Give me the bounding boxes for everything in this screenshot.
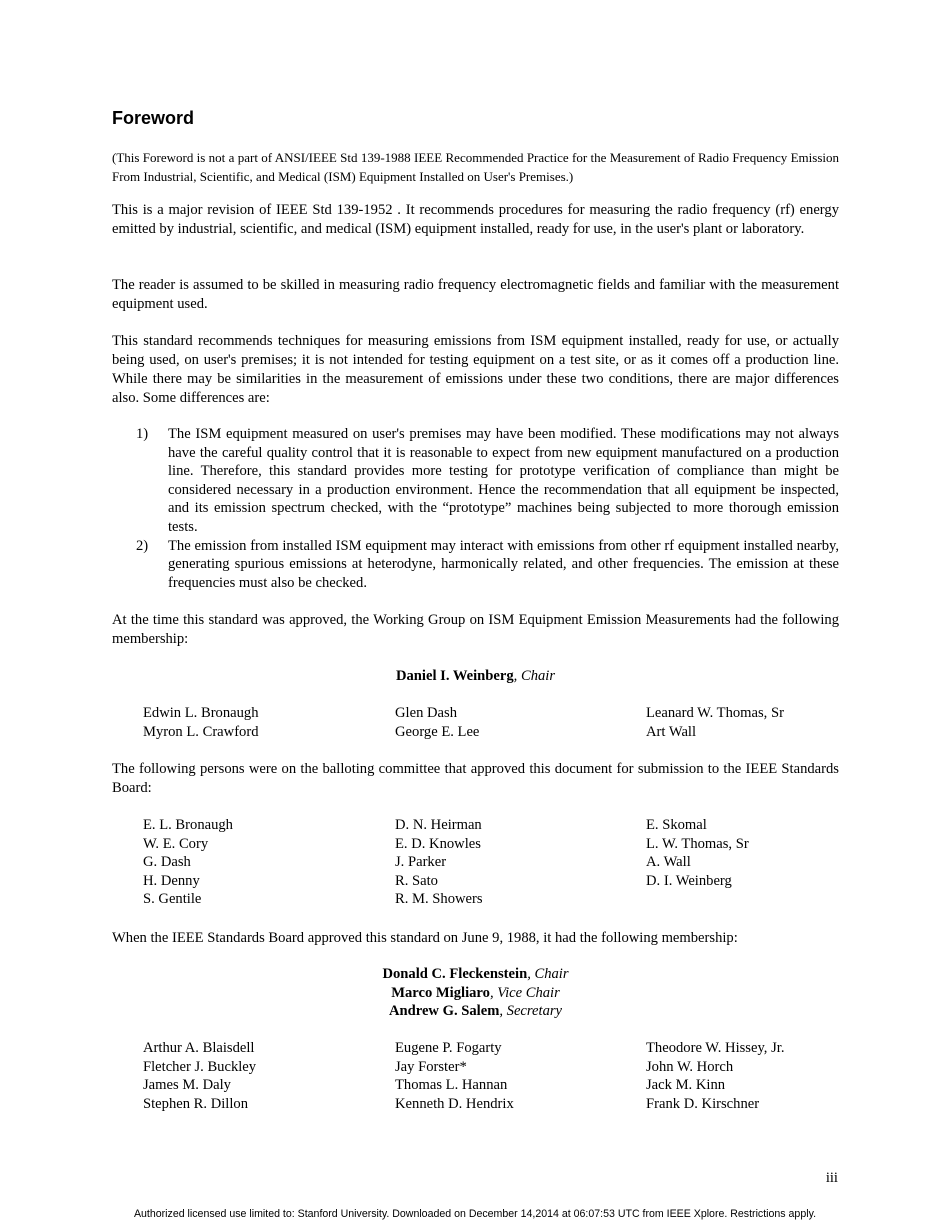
- member-name: H. Denny: [143, 872, 200, 889]
- differences-list: [112, 425, 839, 592]
- member-name: George E. Lee: [395, 723, 480, 740]
- board-officer: [112, 1002, 839, 1021]
- member-name: R. M. Showers: [395, 891, 483, 908]
- member-name: S. Gentile: [143, 891, 202, 908]
- member-name: W. E. Cory: [143, 835, 209, 852]
- officer-name: Donald C. Fleckenstein: [382, 966, 528, 982]
- member-name: Theodore W. Hissey, Jr.: [646, 1040, 785, 1056]
- member-name: Eugene P. Fogarty: [395, 1040, 502, 1056]
- board-intro: When the IEEE Standards Board approved this standard on June 9, 1988, it had the following membership:: [112, 930, 738, 946]
- member-name: Arthur A. Blaisdell: [143, 1040, 255, 1056]
- member-name: Edwin L. Bronaugh: [143, 705, 259, 721]
- list-item-text: The ISM equipment measured on user's premises may have been modified. These modifications may not always have the careful quality control that it is reasonable to expect from new equipment manufactured on a production line. Therefore, this standard provides more testing for prototype verification of compliance than might be considered necessary in a production environment. Hence the recommendation that all equipment be inspected, and its emission spectrum checked, with the “prototype” machines being subjected to more thorough emission tests.: [168, 426, 839, 535]
- member-name: Leanard W. Thomas, Sr: [646, 705, 784, 721]
- list-item-number: 1): [136, 426, 149, 442]
- member-name: Glen Dash: [395, 705, 458, 721]
- member-name: Jay Forster*: [395, 1058, 467, 1075]
- paragraph-revision: This is a major revision of IEEE Std 139-1952 . It recommends procedures for measuring the radio frequency (rf) energy emitted by industrial, scientific, and medical (ISM) equipment installed, ready for use, in the user's plant or laboratory.: [112, 202, 839, 237]
- paragraph-scope: This standard recommends techniques for measuring emissions from ISM equipment installed, ready for use, or actually being used, on user's premises; it is not intended for testing equipment on a test site, or as it comes off a production line. While there may be similarities in the measurement of emissions under these two conditions, there are major differences also. Some differences are:: [112, 333, 839, 406]
- chair-role: , Chair: [513, 668, 556, 684]
- member-name: R. Sato: [395, 872, 438, 889]
- paragraph-reader: The reader is assumed to be skilled in measuring radio frequency electromagnetic fields and familiar with the measurement equipment used.: [112, 277, 839, 312]
- working-group-chair: [112, 667, 839, 686]
- member-name: Jack M. Kinn: [646, 1077, 726, 1094]
- member-name: G. Dash: [143, 854, 191, 871]
- member-name: Myron L. Crawford: [143, 723, 259, 740]
- member-name: Kenneth D. Hendrix: [395, 1095, 514, 1112]
- officer-name: Andrew G. Salem: [388, 1003, 500, 1019]
- member-name: D. N. Heirman: [395, 817, 482, 833]
- list-item: [112, 537, 839, 593]
- foreword-note: (This Foreword is not a part of ANSI/IEEE Std 139-1988 IEEE Recommended Practice for the Measurement of Radio Frequency Emission From Industrial, Scientific, and Medical (ISM) Equipment Installed on User's Premises.): [112, 150, 839, 184]
- page-number: iii: [825, 1170, 838, 1186]
- officer-role: , Vice Chair: [489, 985, 560, 1001]
- member-name: Thomas L. Hannan: [395, 1077, 508, 1094]
- member-name: John W. Horch: [646, 1058, 734, 1075]
- member-name: James M. Daly: [143, 1077, 231, 1094]
- list-item: [112, 425, 839, 537]
- list-item-text: The emission from installed ISM equipment may interact with emissions from other rf equipment installed nearby, generating spurious emissions at heterodyne, harmonically related, and other frequencies. The emission at these frequencies must also be checked.: [168, 537, 839, 591]
- member-name: E. D. Knowles: [395, 835, 481, 852]
- member-name: E. L. Bronaugh: [143, 817, 233, 833]
- license-footer: Authorized licensed use limited to: Stanford University. Downloaded on December 14,2014 at 06:07:53 UTC from IEEE Xplore. Restrictions apply.: [133, 1208, 817, 1220]
- officer-name: Marco Migliaro: [391, 985, 490, 1001]
- member-name: Frank D. Kirschner: [646, 1095, 760, 1112]
- balloting-intro: The following persons were on the balloting committee that approved this document for submission to the IEEE Standards Board:: [112, 761, 839, 796]
- officer-role: , Chair: [527, 966, 569, 982]
- page-title: Foreword: [112, 108, 195, 128]
- member-name: Stephen R. Dillon: [143, 1095, 248, 1112]
- member-name: A. Wall: [646, 854, 691, 871]
- officer-role: , Secretary: [499, 1003, 563, 1019]
- board-officer: [112, 965, 839, 984]
- list-item-number: 2): [136, 537, 149, 554]
- member-name: Art Wall: [646, 723, 697, 740]
- working-group-intro: At the time this standard was approved, the Working Group on ISM Equipment Emission Measurements had the following membership:: [112, 612, 839, 647]
- board-officer: [112, 984, 839, 1003]
- member-name: J. Parker: [395, 854, 447, 871]
- member-name: Fletcher J. Buckley: [143, 1058, 257, 1075]
- chair-name: Daniel I. Weinberg: [395, 668, 514, 684]
- member-name: L. W. Thomas, Sr: [646, 835, 749, 852]
- member-name: D. I. Weinberg: [646, 872, 732, 889]
- member-name: E. Skomal: [646, 817, 707, 833]
